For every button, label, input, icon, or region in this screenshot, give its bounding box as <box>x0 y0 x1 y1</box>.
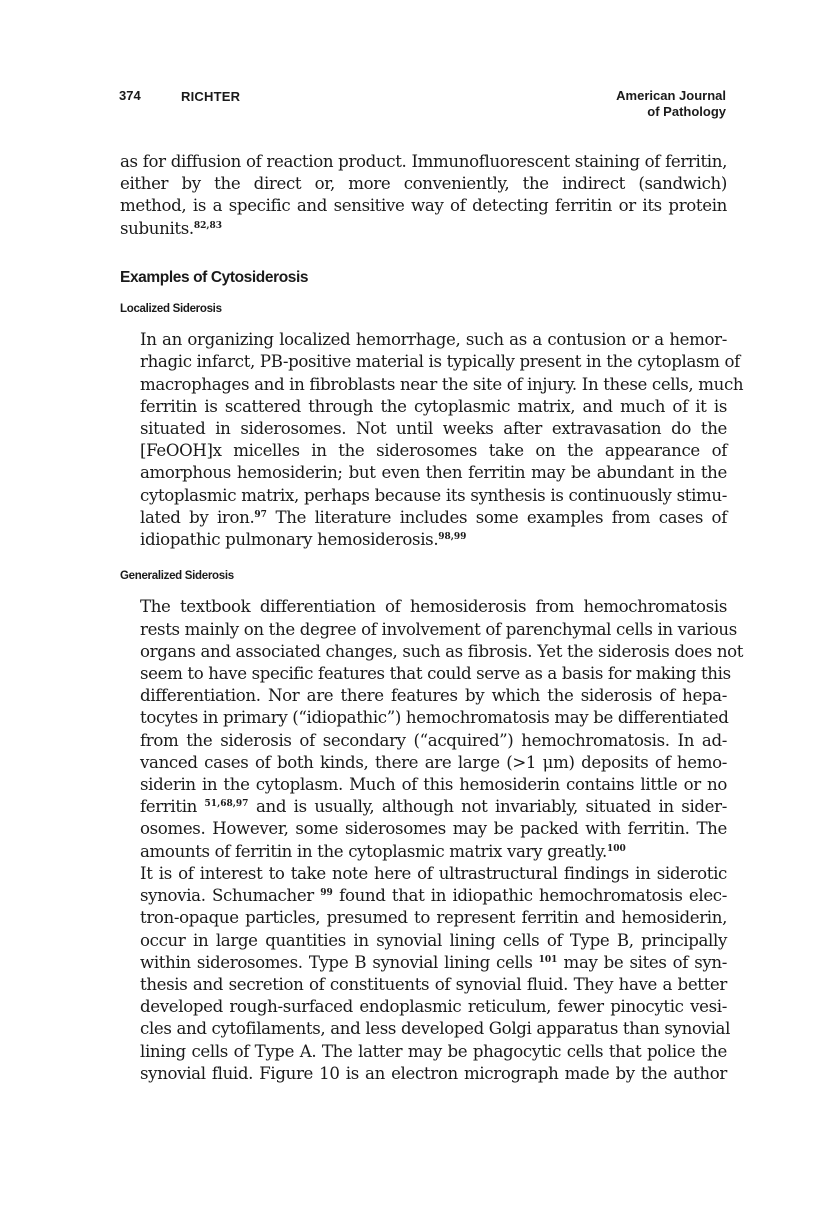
text-line: amorphous hemosiderin; but even then ferritin may be abundant in the <box>140 463 727 483</box>
article-body <box>120 151 744 1085</box>
subsection-heading-generalized: Generalized Siderosis <box>120 570 234 583</box>
text-line: cles and cytofilaments, and less developed Golgi apparatus than synovial <box>140 1019 731 1039</box>
text-line <box>120 507 727 529</box>
text-line <box>120 841 727 863</box>
text-line: ferritin is scattered through the cytoplasmic matrix, and much of it is <box>140 396 727 416</box>
text-line: tocytes in primary (“idiopathic”) hemochromatosis may be differentiated <box>140 708 729 728</box>
text-line: seem to have specific features that could serve as a basis for making this <box>140 664 731 684</box>
text-fragment: within siderosomes. Type B synovial lining cells <box>140 952 539 972</box>
text-line: developed rough-surfaced endoplasmic reticulum, fewer pinocytic vesi- <box>140 997 727 1017</box>
text-line: rhagic infarct, PB-positive material is typically present in the cytoplasm of <box>140 352 740 372</box>
text-line <box>120 952 727 974</box>
text-line: tron-opaque particles, presumed to represent ferritin and hemosiderin, <box>140 908 727 928</box>
text-fragment: and is usually, although not invariably, situated in sider- <box>248 797 727 817</box>
text-line: In an organizing localized hemorrhage, such as a contusion or a hemor- <box>140 330 727 350</box>
text-fragment: The literature includes some examples from cases of <box>266 507 727 527</box>
text-line: osomes. However, some siderosomes may be packed with ferritin. The <box>140 819 727 839</box>
text-line: vanced cases of both kinds, there are large (>1 μm) deposits of hemo- <box>140 752 727 772</box>
text-line: cytoplasmic matrix, perhaps because its synthesis is continuously stimu- <box>140 485 727 505</box>
journal-name-line1: American Journal <box>616 88 726 103</box>
text-line <box>120 218 727 240</box>
text-line: situated in siderosomes. Not until weeks after extravasation do the <box>140 419 727 439</box>
text-line: differentiation. Nor are there features by which the siderosis of hepa- <box>140 686 727 706</box>
text-line: thesis and secretion of constituents of synovial fluid. They have a better <box>140 974 727 994</box>
running-author: RICHTER <box>181 89 241 104</box>
text-line: method, is a specific and sensitive way of detecting ferritin or its protein <box>120 196 727 216</box>
text-line <box>120 796 727 818</box>
text-line: rests mainly on the degree of involvement of parenchymal cells in various <box>140 619 737 639</box>
text-fragment: found that in idiopathic hemochromatosis elec- <box>332 886 727 906</box>
reference-superscript: 98,99 <box>438 532 467 543</box>
text-line <box>120 885 727 907</box>
text-line: synovial fluid. Figure 10 is an electron micrograph made by the author <box>140 1063 727 1083</box>
text-line: occur in large quantities in synovial lining cells of Type B, principally <box>140 930 727 950</box>
localized-siderosis-paragraph <box>120 329 744 551</box>
reference-superscript: 100 <box>606 843 626 854</box>
page-number: 374 <box>119 88 141 103</box>
generalized-siderosis-paragraph-2 <box>120 863 731 1085</box>
journal-name-line2: of Pathology <box>647 104 726 119</box>
text-line: as for diffusion of reaction product. Immunofluorescent staining of ferritin, <box>120 152 727 171</box>
text-line: macrophages and in fibroblasts near the site of injury. In these cells, much <box>140 374 744 394</box>
continued-paragraph <box>120 151 727 240</box>
text-line: organs and associated changes, such as fibrosis. Yet the siderosis does not <box>140 641 744 661</box>
text-line: lining cells of Type A. The latter may be phagocytic cells that police the <box>140 1041 727 1061</box>
text-line: either by the direct or, more conveniently, the indirect (sandwich) <box>120 174 727 194</box>
reference-superscript: 101 <box>538 954 558 965</box>
text-fragment: idiopathic pulmonary hemosiderosis. <box>140 530 439 550</box>
text-fragment: ferritin <box>140 797 205 817</box>
text-line: The textbook differentiation of hemosiderosis from hemochromatosis <box>140 597 727 617</box>
text-fragment: lated by iron. <box>140 507 255 527</box>
reference-superscript: 51,68,97 <box>204 799 249 810</box>
text-line: from the siderosis of secondary (“acquired”) hemochromatosis. In ad- <box>140 730 727 750</box>
reference-superscript: 97 <box>254 509 267 520</box>
reference-superscript: 82,83 <box>193 220 223 231</box>
section-heading: Examples of Cytosiderosis <box>120 268 309 286</box>
text-line: [FeOOH]x micelles in the siderosomes take on the appearance of <box>140 441 727 461</box>
text-line: It is of interest to take note here of ultrastructural findings in siderotic <box>140 863 727 883</box>
subsection-heading-localized: Localized Siderosis <box>120 303 222 316</box>
text-fragment: synovia. Schumacher <box>140 886 321 906</box>
journal-name <box>616 88 726 120</box>
text-line <box>120 529 727 551</box>
text-fragment: amounts of ferritin in the cytoplasmic matrix vary greatly. <box>140 841 607 861</box>
page-header <box>0 0 816 130</box>
generalized-siderosis-paragraph-1 <box>120 596 744 862</box>
text-line: siderin in the cytoplasm. Much of this hemosiderin contains little or no <box>140 775 727 795</box>
reference-superscript: 99 <box>320 888 333 899</box>
text-fragment: subunits. <box>120 218 194 238</box>
text-fragment: may be sites of syn- <box>557 952 727 972</box>
